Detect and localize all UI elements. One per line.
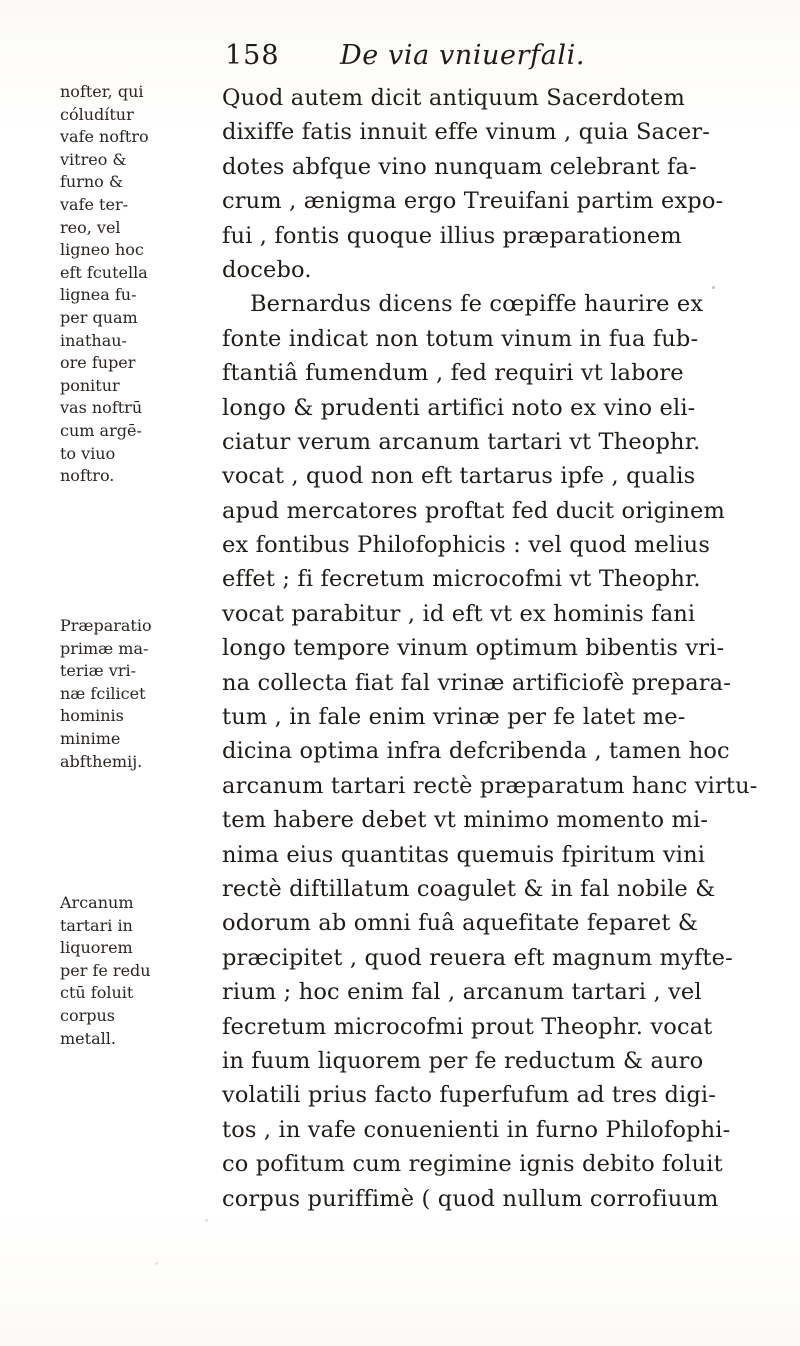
margin-note-line: cum argē- bbox=[60, 420, 142, 440]
margin-note-line: Arcanum bbox=[60, 893, 134, 912]
margin-note-line: primæ ma- bbox=[60, 638, 149, 658]
paper-speck bbox=[155, 1262, 158, 1265]
text-line: apud mercatores proftat fed ducit originem bbox=[222, 497, 725, 524]
margin-note-line: to viuo bbox=[60, 443, 116, 463]
text-line: fonte indicat non totum vinum in fua fub- bbox=[222, 325, 699, 352]
margin-note-preparation bbox=[60, 615, 152, 773]
page-header bbox=[225, 40, 745, 80]
margin-note-line: furno & bbox=[60, 172, 124, 192]
margin-note-line: nofter, qui bbox=[60, 82, 144, 101]
margin-note-line: lignea fu- bbox=[60, 285, 137, 305]
margin-note-line: abfthemij. bbox=[60, 751, 143, 771]
text-line: nima eius quantitas quemuis fpiritum vini bbox=[222, 841, 706, 868]
margin-note-line: vafe ter- bbox=[60, 194, 129, 214]
text-line: rectè diftillatum coagulet & in fal nobile & bbox=[222, 875, 716, 902]
text-line: ciatur verum arcanum tartari vt Theophr. bbox=[222, 428, 701, 455]
margin-note-line: cóludítur bbox=[60, 104, 134, 124]
paper-speck bbox=[712, 286, 715, 289]
text-line: ftantiâ fumendum , fed requiri vt labore bbox=[222, 360, 684, 387]
text-line: na collecta fiat fal vrinæ artificiofè prepara- bbox=[222, 669, 731, 696]
margin-note-line: noftro. bbox=[60, 466, 115, 486]
text-line: tem habere debet vt minimo momento mi- bbox=[222, 807, 709, 834]
text-line: co pofitum cum regimine ignis debito foluit bbox=[222, 1151, 723, 1178]
margin-note-line: Præparatio bbox=[60, 616, 152, 635]
margin-note-line: teriæ vri- bbox=[60, 661, 136, 681]
margin-note-line: tartari in bbox=[60, 915, 133, 935]
text-line: corpus puriffimè ( quod nullum corrofiuum bbox=[222, 1185, 719, 1212]
margin-note-line: ponitur bbox=[60, 375, 120, 395]
text-line: fui , fontis quoque illius præparationem bbox=[222, 222, 682, 249]
text-line: volatili prius facto fuperfufum ad tres digi- bbox=[222, 1082, 717, 1109]
margin-note-line: ore fuper bbox=[60, 353, 136, 373]
text-line: fecretum microcofmi prout Theophr. vocat bbox=[222, 1013, 713, 1040]
margin-note-line: ctū foluit bbox=[60, 983, 134, 1003]
text-line: arcanum tartari rectè præparatum hanc virtu- bbox=[222, 772, 758, 799]
text-line: longo tempore vinum optimum bibentis vri- bbox=[222, 635, 725, 662]
text-line: crum , ænigma ergo Treuifani partim expo- bbox=[222, 188, 724, 215]
text-line: vocat , quod non eft tartarus ipfe , qualis bbox=[222, 463, 696, 490]
paper-speck bbox=[205, 1219, 208, 1222]
margin-note-line: ligneo hoc bbox=[60, 240, 144, 260]
text-line: dotes abfque vino nunquam celebrant fa- bbox=[222, 153, 697, 180]
margin-note-line: eft fcutella bbox=[60, 262, 148, 282]
margin-note-line: vafe noftro bbox=[60, 127, 149, 147]
margin-note-line: inathau- bbox=[60, 330, 127, 350]
margin-note-line: vitreo & bbox=[60, 149, 127, 169]
margin-note-line: metall. bbox=[60, 1028, 116, 1048]
running-title: De via vniuerfali. bbox=[340, 40, 586, 71]
text-line: effet ; fi fecretum microcofmi vt Theophr. bbox=[222, 566, 701, 593]
margin-note-line: minime bbox=[60, 728, 121, 748]
page-number: 158 bbox=[225, 40, 280, 71]
margin-note-line: corpus bbox=[60, 1005, 115, 1025]
text-line: dicina optima infra defcribenda , tamen hoc bbox=[222, 738, 730, 765]
margin-note-line: reo, vel bbox=[60, 217, 121, 237]
text-line: dixiffe fatis innuit effe vinum , quia Sacer- bbox=[222, 119, 710, 146]
margin-note-line: næ fcilicet bbox=[60, 683, 146, 703]
main-text-column bbox=[222, 81, 768, 1216]
text-line: præcipitet , quod reuera eft magnum myfte- bbox=[222, 944, 733, 971]
margin-note-arcanum bbox=[60, 892, 151, 1050]
margin-note-line: hominis bbox=[60, 706, 124, 726]
text-line: tum , in fale enim vrinæ per fe latet me- bbox=[222, 704, 686, 731]
margin-note-line: per quam bbox=[60, 307, 138, 327]
text-line: Bernardus dicens fe cœpiffe haurire ex bbox=[250, 291, 704, 318]
text-line: ex fontibus Philofophicis : vel quod melius bbox=[222, 532, 711, 559]
text-line: longo & prudenti artifici noto ex vino eli- bbox=[222, 394, 696, 421]
text-line: Quod autem dicit antiquum Sacerdotem bbox=[222, 85, 685, 111]
margin-note-line: per fe redu bbox=[60, 960, 151, 980]
margin-note-line: vas noftrū bbox=[60, 398, 143, 418]
text-line: docebo. bbox=[222, 256, 312, 283]
text-line: vocat parabitur , id eft vt ex hominis fani bbox=[222, 600, 696, 627]
text-line: rium ; hoc enim fal , arcanum tartari , vel bbox=[222, 979, 702, 1006]
text-line: in fuum liquorem per fe reductum & auro bbox=[222, 1047, 704, 1074]
margin-note-line: liquorem bbox=[60, 938, 133, 958]
margin-note-vessel bbox=[60, 81, 149, 488]
text-line: tos , in vafe conuenienti in furno Philofophi- bbox=[222, 1116, 731, 1143]
text-line: odorum ab omni fuâ aquefitate feparet & bbox=[222, 910, 699, 937]
